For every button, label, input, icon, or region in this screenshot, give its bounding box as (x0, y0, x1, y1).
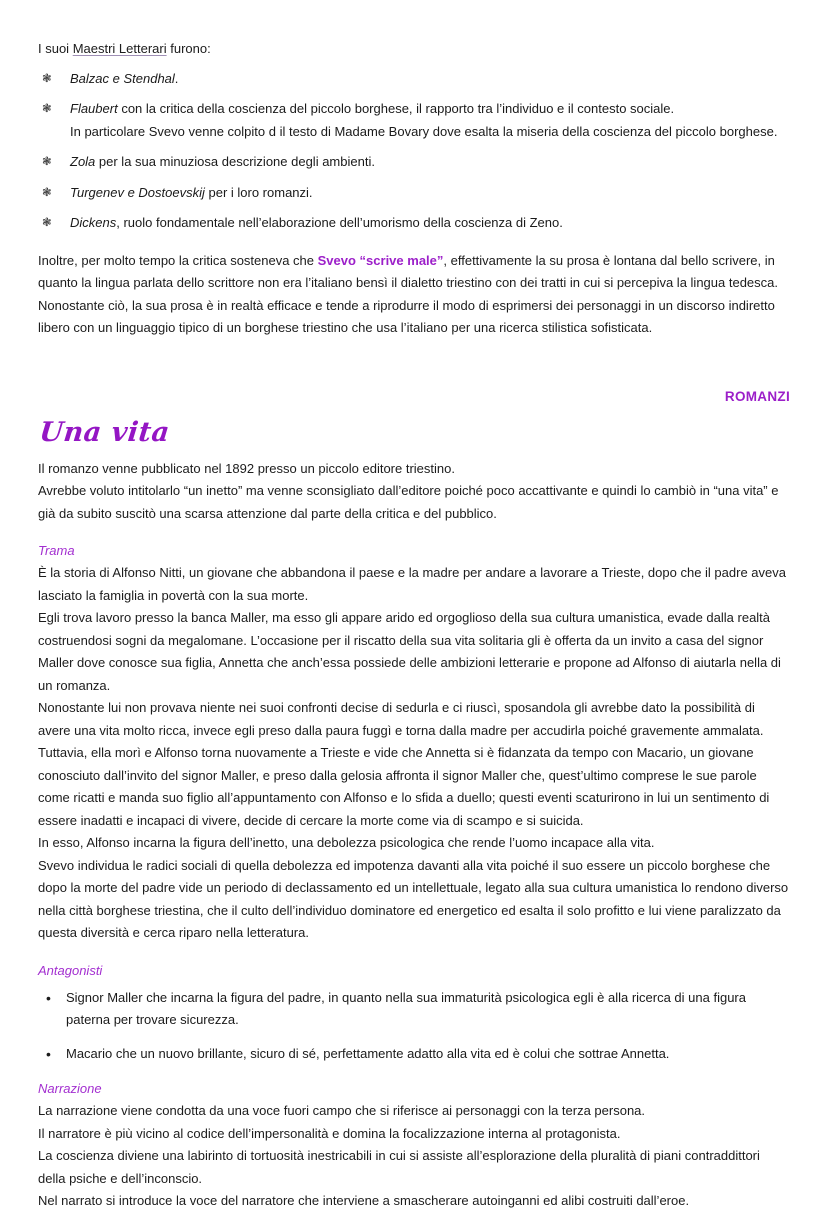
romanzi-section-label: ROMANZI (724, 388, 790, 404)
maestri-letterari-underlined: Maestri Letterari (72, 41, 167, 56)
dot-bullet-icon: • (46, 1045, 51, 1062)
antagonista-text: Macario che un nuovo brillante, sicuro di sé, perfettamente adatto alla vita ed è colui che sottrae Annetta. (66, 1045, 670, 1061)
antagonisti-list (38, 987, 790, 1066)
critique-suffix: , effettivamente la su prosa è lontana dal bello scrivere, in quanto la lingua parlata dello scrittore non era l’italiano bensì il dialetto triestino con dei tratti in cui si percepiva la lingua tedesca. (38, 252, 778, 290)
list-item (38, 151, 790, 174)
trama-heading: Trama (38, 543, 75, 558)
trama-paragraph-1: È la storia di Alfonso Nitti, un giovane che abbandona il paese e la madre per andare a lavorare a Trieste, dopo che il padre aveva lasciato la famiglia in povertà con la sua morte. (38, 565, 786, 603)
critique-paragraph (38, 250, 790, 295)
snowflake-bullet-icon: ❃ (42, 186, 52, 199)
master-extra-line: In particolare Svevo venne colpito d il testo di Madame Bovary dove esalta la miseria della coscienza del piccolo borghese. (70, 123, 778, 139)
maestri-lead-line (38, 38, 790, 61)
master-desc: . (174, 70, 179, 86)
critique-prefix: Inoltre, per molto tempo la critica sosteneva che (38, 252, 318, 268)
romanzi-label-row (38, 388, 790, 406)
master-desc: per i loro romanzi. (204, 184, 313, 200)
trama-paragraph-3: Nonostante lui non provava niente nei suoi confronti decise di sedurla e ci riuscì, sposandola gli avrebbe dato la possibilità di avere una vita molto ricca, invece egli preso dalla paura fuggì e torna dalla madre per accudirla poiché gravemente ammalata. Tuttavia, ella morì e Alfonso torna nuovamente a Trieste e vide che Annetta si è fidanzata da tempo con Macario, un giovane conosciuto dall’invito del signor Maller, e preso dalla gelosia affronta il signor Maller che, quest’ultimo comprese le sue parole come ricatti e manda suo figlio all’appuntamento con Alfonso e lo sfida a duello; questi eventi scaturirono in lui un sentimento di essere inadatti e incapaci di vivere, decide di cercare la morte come via di scampo e si suicida. (38, 700, 770, 828)
master-name: Zola (70, 154, 96, 169)
scrive-male-highlight: Svevo “scrive male” (317, 252, 444, 268)
master-desc: , ruolo fondamentale nell’elaborazione dell’umorismo della coscienza di Zeno. (116, 215, 563, 230)
snowflake-bullet-icon: ❃ (42, 103, 52, 115)
narrazione-line-1: La narrazione viene condotta da una voce fuori campo che si riferisce ai personaggi con la terza persona. (38, 1103, 646, 1118)
snowflake-bullet-icon: ❃ (42, 156, 52, 168)
list-item (38, 212, 790, 235)
antagonisti-heading: Antagonisti (38, 962, 103, 978)
maestri-lead-suffix: furono: (166, 41, 211, 56)
snowflake-bullet-icon: ❃ (42, 72, 52, 85)
master-name: Dickens (70, 215, 117, 230)
master-name: Balzac e Stendhal (70, 70, 175, 86)
list-item (38, 182, 790, 205)
maestri-lead-prefix: I suoi (38, 41, 73, 56)
master-name: Turgenev e Dostoevskij (70, 184, 205, 200)
narrazione-heading: Narrazione (38, 1081, 102, 1096)
novel-intro-line-1: Il romanzo venne pubblicato nel 1892 presso un piccolo editore triestino. (38, 460, 455, 476)
novel-intro-line-2: Avrebbe voluto intitolarlo “un inetto” ma venne sconsigliato dall’editore poiché poco accattivante e quindi lo cambiò in “una vita” e già da subito suscitò una scarsa attenzione dal parte della critica e del pubblico. (38, 483, 779, 521)
nonostante-paragraph: Nonostante ciò, la sua prosa è in realtà efficace e tende a riprodurre il modo di esprimersi dei personaggi in un discorso indiretto libero con un linguaggio tipico di un borghese triestino che usa l’italiano per una ricerca stilistica sofisticata. (38, 297, 775, 335)
trama-closing-line-2: Svevo individua le radici sociali di quella debolezza ed impotenza davanti alla vita poiché il suo essere un piccolo borghese che dopo la morte del padre vide un periodo di declassamento ed un intellettuale, legato alla sua cultura umanistica lo rendono diverso nella città borghese triestina, che il culto dell’individuo dominatore ed energetico ed esalta il solo profitto e lui viene paralizzato da questa diversità e cerca riparo nella letteratura. (38, 857, 789, 940)
page-title: Una vita (38, 416, 172, 448)
master-desc: con la critica della coscienza del piccolo borghese, il rapporto tra l’individuo e il contesto sociale. (117, 101, 675, 116)
antagonista-text: Signor Maller che incarna la figura del padre, in quanto nella sua immaturità psicologica egli è alla ricerca di una figura paterna per trovare sicurezza. (66, 989, 746, 1027)
list-item (38, 98, 790, 143)
list-item (38, 68, 790, 91)
list-item (38, 987, 790, 1032)
master-desc: per la sua minuziosa descrizione degli ambienti. (95, 154, 375, 169)
list-item (38, 1043, 790, 1066)
master-name: Flaubert (70, 101, 118, 116)
snowflake-bullet-icon: ❃ (42, 217, 52, 229)
trama-paragraph-2: Egli trova lavoro presso la banca Maller, ma esso gli appare arido ed orgoglioso della sua cultura umanistica, evade dalla realtà costruendosi sogni da megalomane. L’occasione per il riscatto della sua vita solitaria gli è offerta da un invito a casa del signor Maller dove conosce sua figlia, Annetta che anch’essa possiede delle ambizioni letterarie e propone ad Alfonso di aiutarla nella di un romanza. (38, 610, 781, 693)
novel-title-row (38, 406, 790, 448)
narrazione-line-2: Il narratore è più vicino al codice dell’impersonalità e domina la focalizzazione interna al protagonista. (38, 1125, 621, 1141)
narrazione-line-3: La coscienza diviene una labirinto di tortuosità inestricabili in cui si assiste all’esplorazione della pluralità di piani contraddittori della psiche e dell’inconscio. (38, 1148, 760, 1186)
narrazione-line-4: Nel narrato si introduce la voce del narratore che interviene a smascherare autoinganni ed alibi costruiti dall’eroe. (38, 1193, 690, 1208)
maestri-list (38, 68, 790, 235)
trama-closing-line-1: In esso, Alfonso incarna la figura dell’inetto, una debolezza psicologica che rende l’uomo incapace alla vita. (38, 835, 655, 850)
document-content (38, 38, 790, 1213)
dot-bullet-icon: • (46, 989, 51, 1006)
